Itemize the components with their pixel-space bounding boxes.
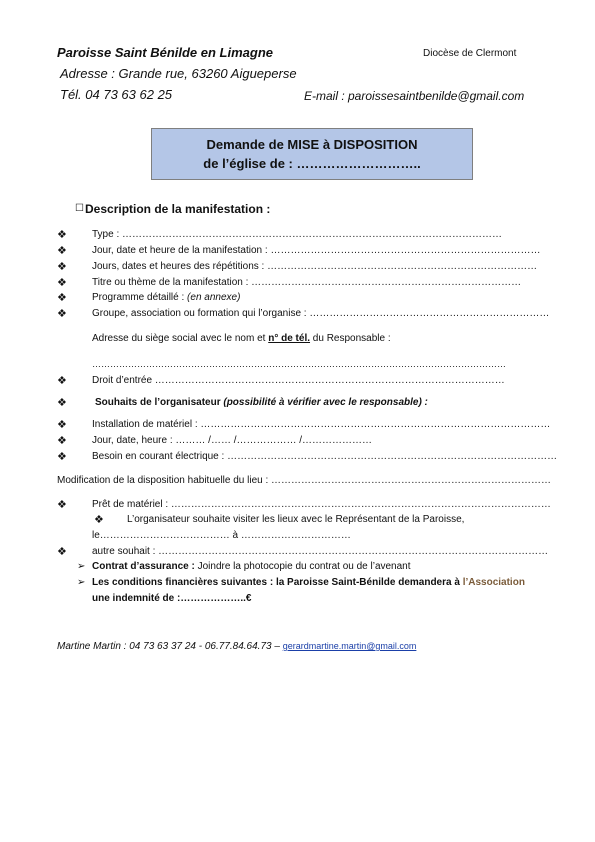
parish-name: Paroisse Saint Bénilde en Limagne (57, 45, 274, 60)
bullet-icon: ❖ (57, 546, 67, 558)
field-programme (92, 292, 240, 303)
parish-email[interactable]: E-mail : paroissesaintbenilde@gmail.com (304, 89, 525, 103)
bullet-icon: ❖ (57, 419, 67, 431)
field-jour-date-heure[interactable]: Jour, date, heure : ……… /…… /……………… /………………… (92, 435, 373, 446)
title-box (151, 128, 473, 180)
arrow-icon: ➢ (77, 577, 86, 588)
bullet-icon: ❖ (57, 451, 67, 463)
field-adresse-siege (92, 333, 391, 344)
footer-contact (57, 641, 416, 652)
field-type[interactable]: Type : …………………………………………………………………………………………………… (92, 229, 503, 240)
parish-address: Adresse : Grande rue, 63260 Aigueperse (60, 66, 297, 81)
bullet-icon: ❖ (57, 308, 67, 320)
conditions-line (92, 577, 525, 588)
section-heading: Description de la manifestation : (85, 202, 271, 216)
bullet-icon: ❖ (57, 435, 67, 447)
field-installation[interactable]: Installation de matériel : …………………………………………………………………………………………… (92, 419, 551, 430)
bullet-icon: ❖ (57, 499, 67, 511)
contrat-text: Joindre la photocopie du contrat ou de l’avenant (197, 561, 411, 572)
bullet-icon: ❖ (57, 397, 67, 409)
tel-label: n° de tél. (268, 333, 311, 344)
field-droit-entree[interactable]: Droit d’entrée …………………………………………………………………………………………… (92, 375, 505, 386)
footer-email-link[interactable]: gerardmartine.martin@gmail.com (282, 641, 417, 651)
souhaits-label: Souhaits de l’organisateur (95, 397, 224, 408)
bullet-icon: ❖ (57, 375, 67, 387)
field-modification[interactable]: Modification de la disposition habituelle du lieu : ………………………………………………………………………… (57, 475, 552, 486)
contrat-label: Contrat d’assurance : (92, 561, 198, 572)
footer-contact-text: Martine Martin : 04 73 63 37 24 - 06.77.84.64.73 – (57, 641, 283, 652)
conditions-label: Les conditions financières suivantes : la Paroisse Saint-Bénilde demandera à (92, 577, 463, 588)
parish-phone: Tél. 04 73 63 62 25 (60, 87, 173, 102)
title-line-1: Demande de MISE à DISPOSITION (206, 137, 418, 152)
arrow-icon: ➢ (77, 561, 86, 572)
bullet-icon: ❖ (57, 229, 67, 241)
field-indemnite[interactable]: une indemnité de :………………..€ (92, 593, 252, 604)
bullet-icon: ❖ (57, 261, 67, 273)
bullet-icon: ❖ (94, 514, 104, 526)
field-groupe[interactable]: Groupe, association ou formation qui l’organise : ……………………………………………………………… (92, 308, 550, 319)
title-line-2: de l’église de : ……………………….. (203, 156, 421, 171)
souhaits-note: (possibilité à vérifier avec le responsable) : (223, 397, 428, 408)
diocese-name: Diocèse de Clermont (423, 48, 517, 59)
field-visite-date[interactable]: le………………………………… à …………………………… (92, 530, 351, 541)
checkbox-icon[interactable]: ☐ (75, 203, 84, 214)
adresse-siege-text-2: du Responsable : (310, 333, 391, 344)
contrat-line (92, 561, 411, 572)
souhaits-heading (95, 397, 428, 408)
bullet-icon: ❖ (57, 245, 67, 257)
visite-text: L’organisateur souhaite visiter les lieux avec le Représentant de la Paroisse, (127, 514, 465, 525)
programme-note: (en annexe) (187, 292, 241, 303)
field-courant[interactable]: Besoin en courant électrique : ……………………………………………………………………………………… (92, 451, 558, 462)
field-pret-materiel[interactable]: Prêt de matériel : …………………………………………………………………………………………………… (92, 499, 551, 510)
conditions-association: l’Association (462, 577, 525, 588)
adresse-siege-text: Adresse du siège social avec le nom et (92, 333, 269, 344)
field-titre[interactable]: Titre ou thème de la manifestation : ……………………………………………………………………… (92, 277, 522, 288)
programme-label: Programme détaillé : (92, 292, 188, 303)
bullet-icon: ❖ (57, 292, 67, 304)
bullet-icon: ❖ (57, 277, 67, 289)
field-jour[interactable]: Jour, date et heure de la manifestation : ……………………………………………………………………… (92, 245, 541, 256)
field-jours-repetitions[interactable]: Jours, dates et heures des répétitions : ……………………………………………………………………… (92, 261, 538, 272)
field-autre-souhait[interactable]: autre souhait : ……………………………………………………………………………………………………… (92, 546, 549, 557)
field-adresse-dots[interactable]: ………………………………………………………………………………………………………………………… (92, 359, 506, 369)
